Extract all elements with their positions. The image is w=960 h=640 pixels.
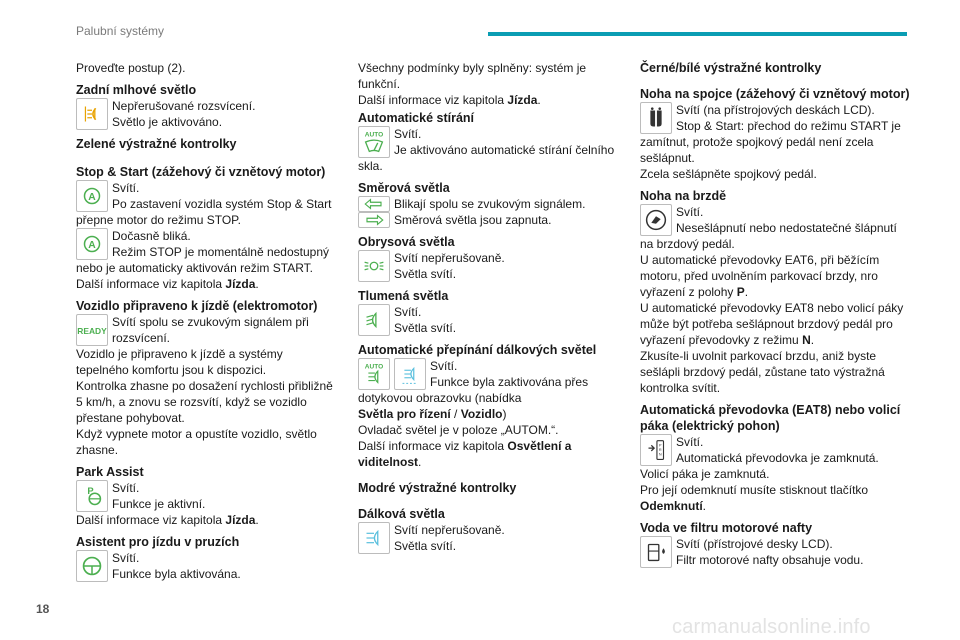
park-assist-line2: Funkce je aktivní. (112, 497, 206, 511)
dipped-block (358, 304, 620, 336)
header-accent-bar (488, 32, 907, 36)
svg-text:N: N (658, 452, 662, 457)
brake-block (640, 204, 910, 252)
clutch-heading: Noha na spojce (zážehový či vznětový motor) (640, 87, 910, 101)
dipped-line2: Světla svítí. (394, 321, 457, 335)
stop-start-block-2 (76, 228, 338, 276)
auto-highbeam-line1: Svítí. (430, 359, 458, 373)
auto-highbeam-heading: Automatické přepínání dálkových světel (358, 343, 597, 357)
svg-text:AUTO: AUTO (364, 131, 384, 139)
foot-on-brake-icon (640, 204, 672, 236)
eat8-heading: Automatická převodovka (EAT8) nebo volicí páka (elektrický pohon) (640, 403, 901, 433)
ready-block (76, 314, 338, 346)
main-beam-block (358, 522, 620, 554)
dipped-beam-icon (358, 304, 390, 336)
auto-highbeam-blue-icon (394, 358, 426, 390)
eat8-block (640, 434, 910, 466)
sidelights-icon (358, 250, 390, 282)
sidelights-line2: Světla svítí. (394, 267, 457, 281)
park-assist-heading: Park Assist (76, 465, 144, 479)
intro-text: Proveďte postup (2). (76, 61, 186, 75)
eat8-line1: Svítí. (676, 435, 704, 449)
water-filter-line1: Svítí (přístrojové desky LCD). (676, 537, 833, 551)
park-assist-line1: Svítí. (112, 481, 140, 495)
lane-assist-line1: Svítí. (112, 551, 140, 565)
brake-line1: Svítí. (676, 205, 704, 219)
sidelights-line1: Svítí nepřerušovaně. (394, 251, 505, 265)
water-filter-block (640, 536, 910, 568)
auto-wipe-block (358, 126, 620, 174)
ready-line3: Kontrolka zhasne po dosažení rychlosti přibližně 5 km/h, a znovu se rozsvítí, když se vozidlo přestane pohybovat. (76, 379, 333, 425)
park-assist-block (76, 480, 338, 512)
dipped-heading: Tlumená světla (358, 289, 449, 303)
water-filter-line2: Filtr motorové nafty obsahuje vodu. (676, 553, 864, 567)
sidelights-block (358, 250, 620, 282)
steering-wheel-icon (76, 550, 108, 582)
clutch-line3: Zcela sešlápněte spojkový pedál. (640, 167, 817, 181)
bw-warnings-heading: Černé/bílé výstražné kontrolky (640, 61, 822, 75)
indicators-heading: Směrová světla (358, 181, 450, 195)
brake-line3: U automatické převodovky EAT6, při běžícím motoru, před uvolněním parkovací brzdy, nro vyřazení z polohy P. (640, 253, 880, 299)
stop-start-block-1 (76, 180, 338, 228)
rear-fog-light-icon (76, 98, 108, 130)
header-title: Palubní systémy (76, 24, 165, 38)
auto-wipe-line1: Svítí. (394, 127, 422, 141)
watermark: carmanualsonline.info (672, 616, 871, 638)
auto-wipe-heading: Automatické stírání (358, 111, 475, 125)
ready-line1: Svítí spolu se zvukovým signálem při rozsvícení. (112, 315, 309, 345)
ready-line4: Když vypnete motor a opustíte vozidlo, světlo zhasne. (76, 427, 317, 457)
brake-heading: Noha na brzdě (640, 189, 727, 203)
stop-start-more: Další informace viz kapitola Jízda. (76, 277, 259, 291)
svg-text:P: P (658, 443, 662, 448)
gear-selector-icon (640, 434, 672, 466)
right-turn-icon (358, 212, 390, 228)
stop-start-text1: Po zastavení vozidla systém Stop & Start přepne motor do režimu STOP. (76, 197, 332, 227)
clutch-line1: Svítí (na přístrojových deskách LCD). (676, 103, 875, 117)
stop-start-state2: Dočasně bliká. (112, 229, 191, 243)
green-warnings-heading: Zelené výstražné kontrolky (76, 137, 237, 151)
stop-start-text2: Režim STOP je momentálně nedostupný nebo je automaticky aktivován režim START. (76, 245, 330, 275)
col2-intro2: Další informace viz kapitola Jízda. (358, 93, 541, 107)
auto-highbeam-more: Další informace viz kapitola Osvětlení a viditelnost. (358, 439, 572, 469)
rear-fog-heading: Zadní mlhové světlo (76, 83, 197, 97)
svg-text:AUTO: AUTO (364, 363, 384, 371)
ready-line2: Vozidlo je připraveno k jízdě a systémy tepelného komfortu jsou k dispozici. (76, 347, 283, 377)
main-beam-heading: Dálková světla (358, 507, 445, 521)
rear-fog-line1: Nepřerušované rozsvícení. (112, 99, 256, 113)
main-beam-line2: Světla svítí. (394, 539, 457, 553)
svg-text:A: A (88, 191, 96, 203)
park-assist-icon (76, 480, 108, 512)
column-2 (358, 60, 620, 554)
stop-start-state1: Svítí. (112, 181, 140, 195)
auto-highbeam-icon (358, 358, 390, 390)
col2-intro1: Všechny podmínky byly splněny: systém je funkční. (358, 61, 587, 91)
auto-wipe-icon (358, 126, 390, 158)
auto-highbeam-block (358, 358, 620, 406)
rear-fog-block (76, 98, 338, 130)
column-1 (76, 60, 338, 582)
auto-wipe-line2: Je aktivováno automatické stírání čelního skla. (358, 143, 615, 173)
sidelights-heading: Obrysová světla (358, 235, 455, 249)
indicators-block (358, 196, 620, 228)
svg-text:READY: READY (77, 325, 107, 336)
park-assist-more: Další informace viz kapitola Jízda. (76, 513, 259, 527)
foot-on-clutch-icon (640, 102, 672, 134)
rear-fog-line2: Světlo je aktivováno. (112, 115, 223, 129)
clutch-block (640, 102, 910, 166)
lane-assist-block (76, 550, 338, 582)
stop-start-icon (76, 180, 108, 212)
ready-heading: Vozidlo připraveno k jízdě (elektromotor) (76, 299, 318, 313)
blue-warnings-heading: Modré výstražné kontrolky (358, 481, 517, 495)
svg-text:A: A (88, 239, 96, 251)
eat8-line2: Automatická převodovka je zamknutá. (676, 451, 879, 465)
brake-line4: U automatické převodovky EAT8 nebo volicí páky může být potřeba sešlápnout brzdový pedál pro vyřazení převodovky z režimu N. (640, 301, 904, 347)
stop-start-blinking-icon (76, 228, 108, 260)
brake-line2: Nesešlápnutí nebo nedostatečné šlápnutí na brzdový pedál. (640, 221, 897, 251)
indicators-line1: Blikají spolu se zvukovým signálem. (394, 197, 586, 211)
dipped-line1: Svítí. (394, 305, 422, 319)
page-number: 18 (36, 602, 50, 616)
water-in-fuel-icon (640, 536, 672, 568)
eat8-line4: Pro její odemknutí musíte stisknout tlačítko Odemknutí. (640, 483, 869, 513)
auto-highbeam-menu: Světla pro řízení / Vozidlo) (358, 407, 507, 421)
main-beam-line1: Svítí nepřerušovaně. (394, 523, 505, 537)
auto-highbeam-line2: Funkce byla zaktivována přes dotykovou obrazovku (nabídka (358, 375, 589, 405)
svg-text:P: P (87, 486, 94, 497)
lane-assist-line2: Funkce byla aktivována. (112, 567, 241, 581)
stop-start-heading: Stop & Start (zážehový či vznětový motor) (76, 165, 326, 179)
ready-icon (76, 314, 108, 346)
svg-text:R: R (658, 447, 662, 452)
lane-assist-heading: Asistent pro jízdu v pruzích (76, 535, 240, 549)
clutch-line2: Stop & Start: přechod do režimu START je zamítnut, protože spojkový pedál není zcela sešlápnut. (640, 119, 901, 165)
auto-highbeam-line3: Ovladač světel je v poloze „AUTOM.“. (358, 423, 559, 437)
eat8-line3: Volicí páka je zamknutá. (640, 467, 770, 481)
column-3 (640, 60, 910, 568)
brake-line5: Zkusíte-li uvolnit parkovací brzdu, aniž byste sešlápli brzdový pedál, zůstane tato výstražná kontrolka svítit. (640, 349, 885, 395)
water-filter-heading: Voda ve filtru motorové nafty (640, 521, 813, 535)
main-beam-icon (358, 522, 390, 554)
left-turn-icon (358, 196, 390, 212)
indicators-line2: Směrová světla jsou zapnuta. (394, 213, 552, 227)
